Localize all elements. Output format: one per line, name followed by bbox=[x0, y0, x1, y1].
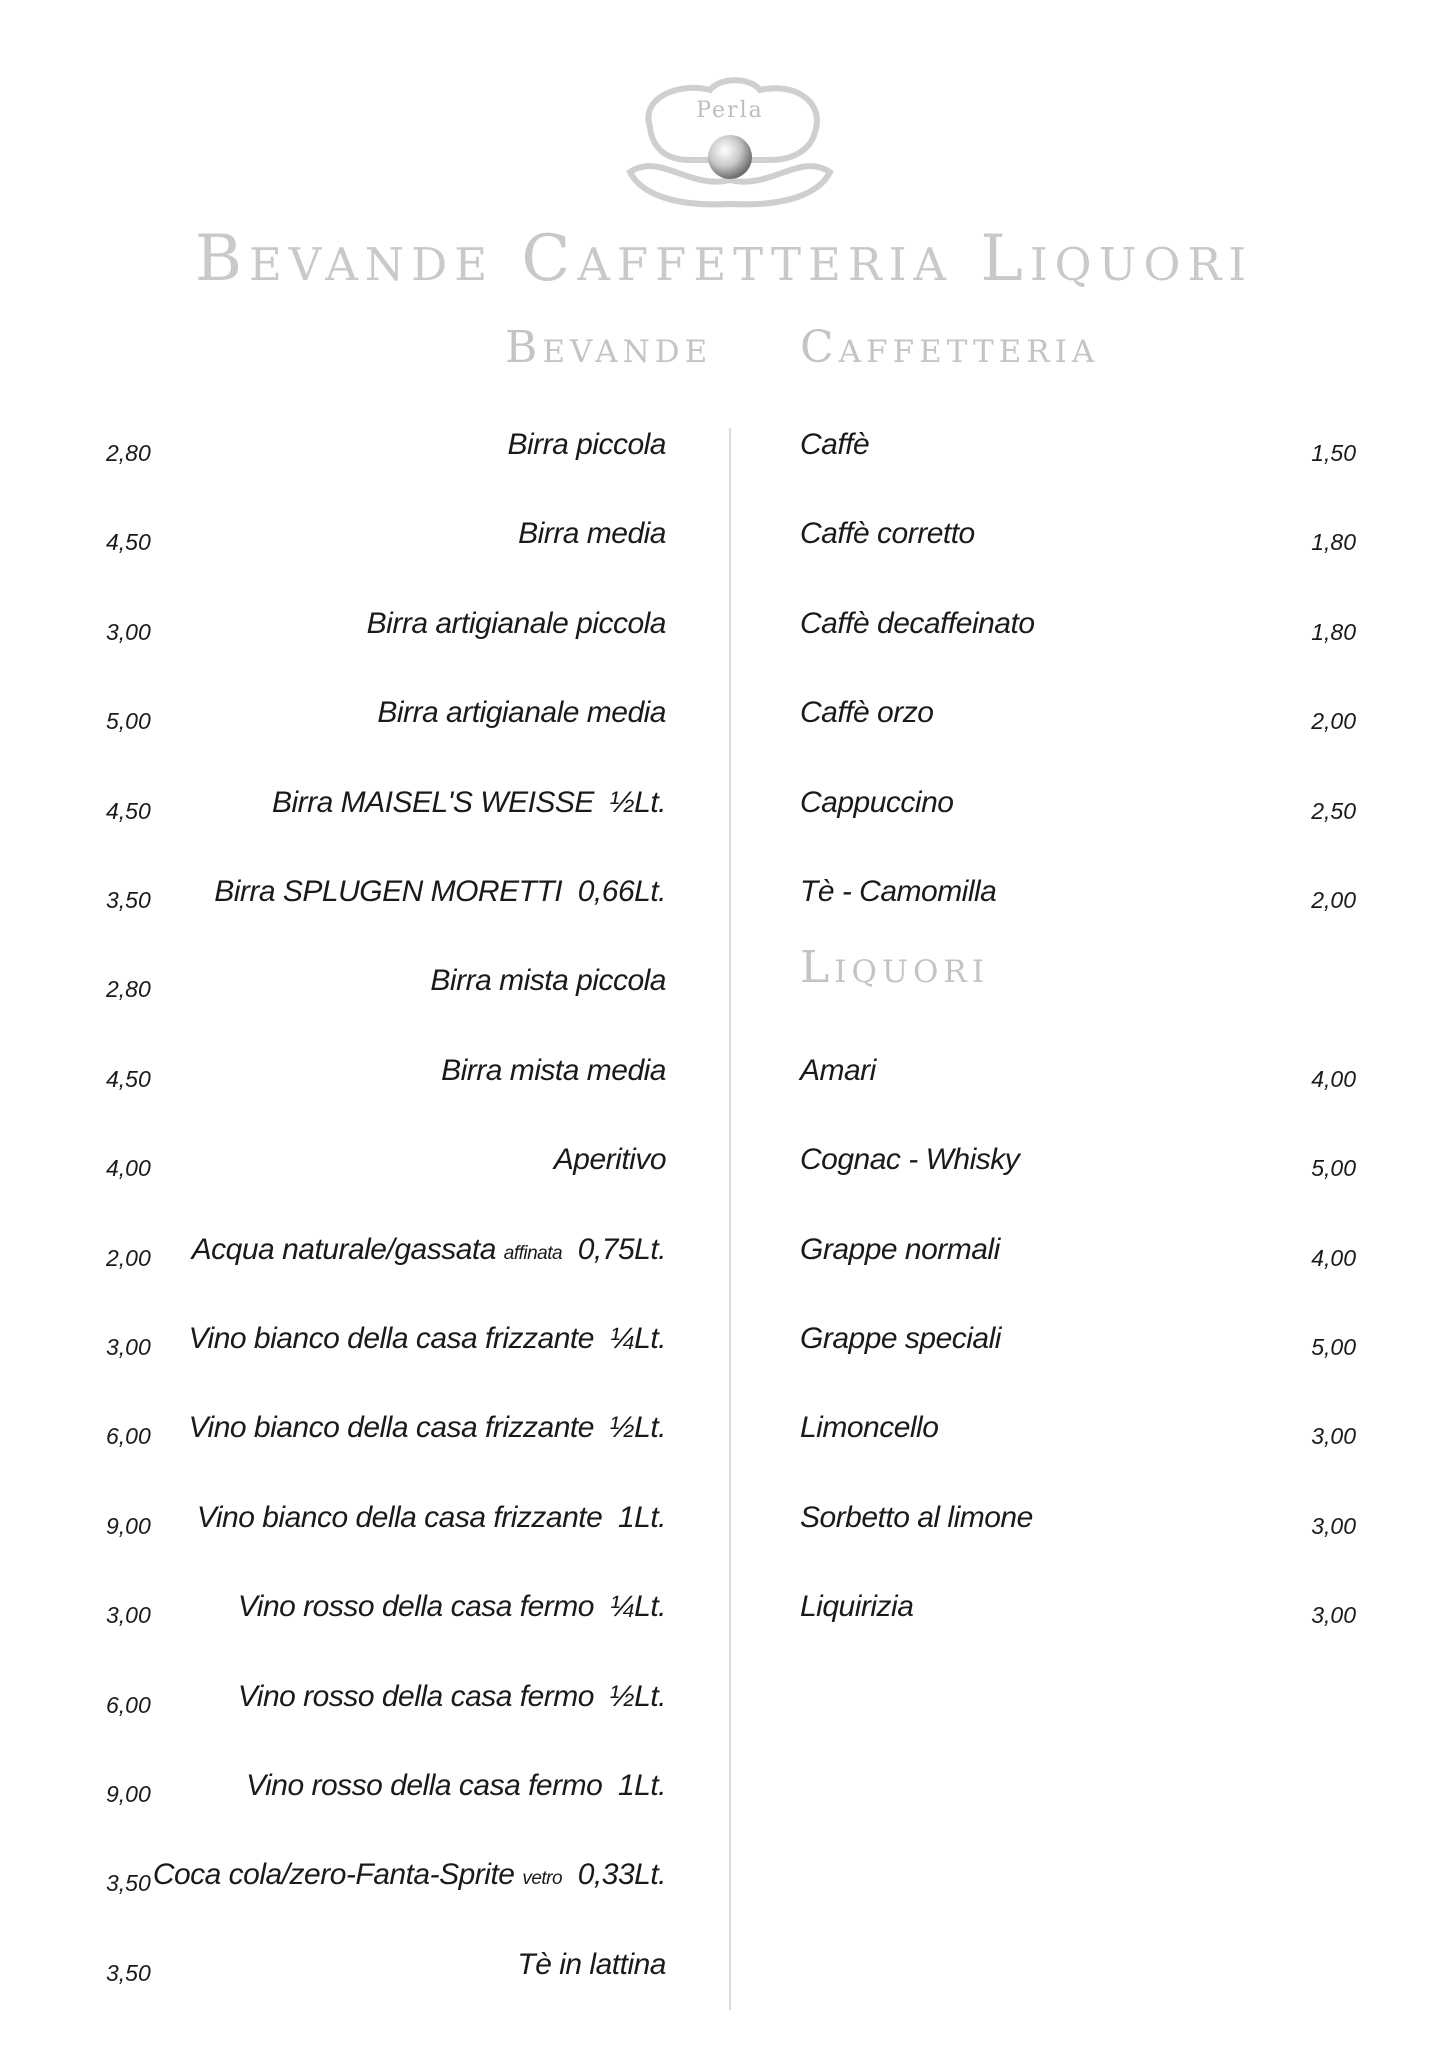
item-price: 3,50 bbox=[106, 1959, 151, 1986]
item-description bbox=[153, 1858, 666, 1892]
menu-item-row bbox=[100, 607, 666, 651]
item-description bbox=[377, 696, 666, 730]
item-price: 4,50 bbox=[106, 529, 151, 556]
item-name: Tè - Camomilla bbox=[800, 875, 997, 908]
item-price: 2,00 bbox=[1311, 887, 1356, 913]
item-name: Cappuccino bbox=[800, 785, 954, 819]
menu-item-row bbox=[800, 696, 1360, 740]
item-name: Birra MAISEL'S WEISSE bbox=[271, 785, 594, 819]
item-size: 1Lt. bbox=[617, 1769, 666, 1802]
item-price: 4,50 bbox=[106, 1065, 151, 1092]
item-name: Vino bianco della casa frizzante bbox=[188, 1411, 594, 1445]
section-heading-caffetteria: Caffetteria bbox=[800, 322, 1100, 373]
item-price: 3,00 bbox=[106, 618, 151, 645]
menu-item-row bbox=[800, 607, 1360, 651]
menu-item-row bbox=[800, 1411, 1360, 1455]
menu-item-row bbox=[100, 1948, 666, 1992]
menu-item-row bbox=[800, 1233, 1360, 1277]
item-name: Birra mista media bbox=[441, 1053, 666, 1087]
item-name: Birra SPLUGEN MORETTI bbox=[214, 875, 563, 908]
menu-item-row bbox=[800, 1322, 1360, 1366]
item-description bbox=[518, 517, 666, 551]
menu-item-row bbox=[800, 517, 1360, 561]
menu-item-row bbox=[100, 428, 666, 472]
menu-item-row bbox=[100, 1680, 666, 1724]
item-name: Grappe normali bbox=[800, 1232, 1000, 1266]
item-name: Birra mista piccola bbox=[430, 964, 666, 998]
column-divider bbox=[729, 428, 731, 2010]
item-price: 5,00 bbox=[1311, 1155, 1356, 1182]
item-price: 4,00 bbox=[1311, 1065, 1356, 1092]
item-name: Sorbetto al limone bbox=[800, 1500, 1033, 1534]
item-description bbox=[189, 1322, 666, 1356]
menu-item-row bbox=[100, 1322, 666, 1366]
item-description bbox=[441, 1054, 666, 1088]
item-description bbox=[507, 428, 666, 462]
item-name: Birra artigianale piccola bbox=[366, 606, 666, 640]
item-name: Acqua naturale/gassata bbox=[191, 1232, 496, 1266]
menu-item-row bbox=[800, 1054, 1360, 1098]
logo-graphic bbox=[620, 72, 840, 222]
item-price: 2,50 bbox=[1311, 797, 1356, 824]
item-description bbox=[246, 1769, 666, 1803]
menu-item-row bbox=[800, 786, 1360, 830]
item-price: 3,00 bbox=[1311, 1423, 1356, 1450]
item-price: 9,00 bbox=[106, 1781, 151, 1807]
item-description bbox=[238, 1590, 666, 1624]
item-name: Vino rosso della casa fermo bbox=[237, 1679, 594, 1713]
item-price: 3,00 bbox=[1311, 1512, 1356, 1539]
menu-item-row bbox=[800, 1501, 1360, 1545]
menu-item-row bbox=[100, 1143, 666, 1187]
item-name: Amari bbox=[800, 1053, 876, 1087]
item-size: 0,75Lt. bbox=[577, 1232, 666, 1266]
menu-item-row bbox=[100, 517, 666, 561]
page-title: Bevande Caffetteria Liquori bbox=[194, 222, 1254, 296]
item-name: Birra piccola bbox=[507, 428, 666, 461]
menu-item-row bbox=[100, 696, 666, 740]
menu-item-row bbox=[100, 964, 666, 1008]
menu-item-row bbox=[100, 1054, 666, 1098]
section-heading-bevande: Bevande bbox=[505, 322, 713, 373]
item-name: Birra media bbox=[518, 517, 666, 551]
item-name: Grappe speciali bbox=[800, 1322, 1001, 1355]
item-name: Cognac - Whisky bbox=[800, 1143, 1020, 1177]
item-description bbox=[517, 1948, 666, 1982]
item-price: 6,00 bbox=[106, 1691, 151, 1718]
item-description bbox=[554, 1143, 666, 1177]
item-price: 4,00 bbox=[1311, 1244, 1356, 1271]
item-name: Coca cola/zero-Fanta-Sprite bbox=[152, 1858, 515, 1892]
menu-item-row bbox=[100, 1233, 666, 1277]
item-name: Caffè decaffeinato bbox=[800, 606, 1035, 640]
item-description bbox=[430, 964, 666, 998]
item-name: Caffè orzo bbox=[800, 696, 934, 730]
item-name: Birra artigianale media bbox=[377, 696, 666, 730]
item-description bbox=[189, 1411, 666, 1445]
menu-item-row bbox=[100, 1858, 666, 1902]
item-size: ½Lt. bbox=[609, 785, 666, 819]
item-price: 3,00 bbox=[106, 1602, 151, 1629]
item-name: Limoncello bbox=[800, 1411, 939, 1445]
item-size: 0,33Lt. bbox=[577, 1858, 666, 1892]
menu-item-row bbox=[100, 1411, 666, 1455]
menu-item-row bbox=[800, 1590, 1360, 1634]
item-description bbox=[238, 1680, 666, 1714]
item-size: 0,66Lt. bbox=[577, 875, 666, 908]
item-description bbox=[367, 607, 666, 641]
menu-item-row bbox=[100, 1501, 666, 1545]
item-description bbox=[272, 786, 666, 820]
item-name: Aperitivo bbox=[553, 1143, 666, 1177]
item-name: Caffè bbox=[800, 428, 870, 461]
item-description bbox=[192, 1233, 666, 1267]
item-name: Vino bianco della casa frizzante bbox=[196, 1500, 603, 1534]
item-price: 3,00 bbox=[1311, 1602, 1356, 1629]
item-description bbox=[197, 1501, 666, 1535]
item-name: Vino rosso della casa fermo bbox=[237, 1590, 594, 1624]
item-size: 1Lt. bbox=[617, 1500, 666, 1534]
pearl-icon bbox=[708, 135, 752, 179]
pearl-shell-logo bbox=[620, 72, 840, 222]
item-price: 2,80 bbox=[106, 440, 151, 466]
item-price: 4,00 bbox=[106, 1155, 151, 1182]
menu-item-row bbox=[100, 1590, 666, 1634]
item-name: Liquirizia bbox=[800, 1590, 914, 1624]
item-name: Vino bianco della casa frizzante bbox=[188, 1322, 594, 1355]
item-price: 1,80 bbox=[1311, 529, 1356, 556]
item-description bbox=[214, 875, 666, 909]
item-size: ¼Lt. bbox=[609, 1322, 666, 1355]
item-note: affinata bbox=[503, 1242, 563, 1264]
item-size: ¼Lt. bbox=[609, 1590, 666, 1624]
item-price: 2,00 bbox=[1311, 708, 1356, 735]
item-size: ½Lt. bbox=[609, 1411, 666, 1445]
item-size: ½Lt. bbox=[609, 1679, 666, 1713]
menu-item-row bbox=[100, 1769, 666, 1813]
item-price: 3,50 bbox=[106, 887, 151, 913]
item-price: 4,50 bbox=[106, 797, 151, 824]
item-price: 2,00 bbox=[106, 1244, 151, 1271]
item-name: Caffè corretto bbox=[800, 517, 975, 551]
item-price: 6,00 bbox=[106, 1423, 151, 1450]
item-price: 1,80 bbox=[1311, 618, 1356, 645]
item-price: 9,00 bbox=[106, 1512, 151, 1539]
item-price: 3,00 bbox=[106, 1334, 151, 1360]
menu-item-row bbox=[100, 875, 666, 919]
item-price: 5,00 bbox=[106, 708, 151, 735]
item-price: 2,80 bbox=[106, 976, 151, 1003]
item-note: vetro bbox=[522, 1868, 563, 1890]
item-name: Vino rosso della casa fermo bbox=[246, 1769, 603, 1802]
item-price: 5,00 bbox=[1311, 1334, 1356, 1360]
item-price: 1,50 bbox=[1311, 440, 1356, 466]
logo-text: Perla bbox=[696, 98, 764, 123]
item-price: 3,50 bbox=[106, 1870, 151, 1897]
menu-item-row bbox=[800, 1143, 1360, 1187]
section-heading-liquori: Liquori bbox=[800, 942, 990, 993]
menu-item-row bbox=[100, 786, 666, 830]
item-name: Tè in lattina bbox=[517, 1947, 666, 1981]
menu-item-row bbox=[800, 875, 1360, 919]
menu-item-row bbox=[800, 428, 1360, 472]
